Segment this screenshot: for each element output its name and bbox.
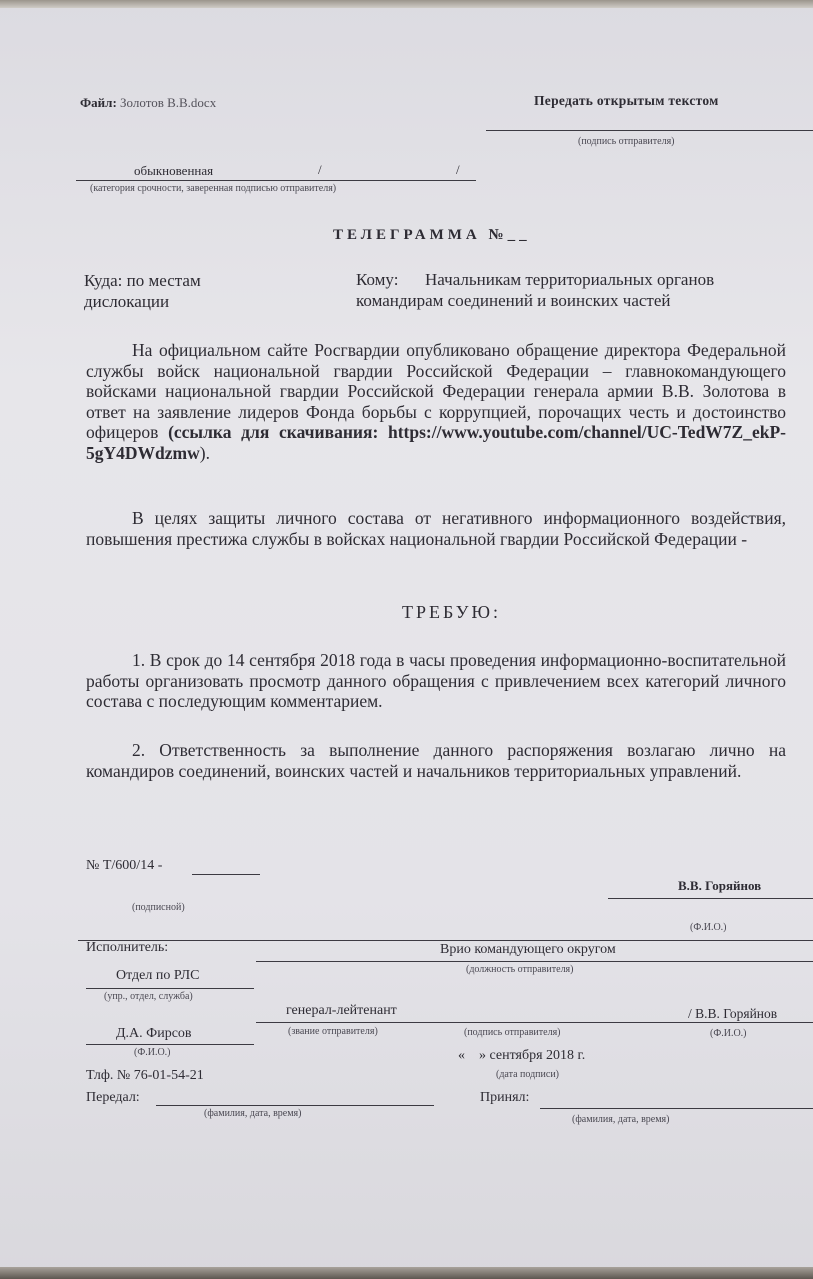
position-line: [256, 961, 813, 962]
address-whom-label: Кому:: [356, 270, 399, 289]
department: Отдел по РЛС: [116, 968, 200, 983]
signature-caption: (подпись отправителя): [464, 1027, 561, 1038]
date-caption: (дата подписи): [496, 1069, 560, 1080]
executor-name: Д.А. Фирсов: [116, 1026, 192, 1041]
file-label: Файл:: [80, 95, 117, 110]
sender-signature-line: [486, 130, 813, 131]
signature-date: « » сентября 2018 г.: [458, 1048, 586, 1063]
paragraph-2: В целях защиты личного состава от негативного информационного воздействия, повышения престижа службы в войсках национальной гвардии Российской Федерации -: [86, 508, 786, 549]
urgency-line: [76, 180, 476, 181]
address-where: Куда: по местам дислокации: [84, 271, 201, 311]
rank-signature-line: [256, 1022, 813, 1023]
urgency-caption: (категория срочности, заверенная подписью отправителя): [90, 183, 337, 194]
number-line: [192, 874, 260, 875]
paragraph-1-end: ).: [199, 442, 210, 463]
urgency-slash-1: /: [318, 162, 322, 177]
paragraph-1-text: На официальном сайте Росгвардии опубликовано обращение директора Федеральной службы войск национальной гвардии Российской Федерации – главнокомандующего войсками национальной гвардии Российской Федерации генерала армии В.В. Золотова в ответ на заявление лидеров Фонда борьбы с коррупцией, порочащих честь и достоинство офицеров: [86, 340, 786, 443]
telegram-title: ТЕЛЕГРАММА №__: [333, 227, 531, 243]
received-line: [540, 1108, 813, 1109]
address-whom-line1: Начальникам территориальных органов: [425, 270, 715, 289]
demand-item-2: 2. Ответственность за выполнение данного распоряжения возлагаю лично на командиров соединений, воинских частей и начальников территориальных управлений.: [86, 740, 786, 781]
sender-name-right: / В.В. Горяйнов: [688, 1006, 778, 1021]
received-caption: (фамилия, дата, время): [572, 1114, 670, 1125]
fio-caption-right: (Ф.И.О.): [710, 1028, 747, 1039]
executor-label: Исполнитель:: [86, 940, 169, 955]
demand-item-1: 1. В срок до 14 сентября 2018 года в часы проведения информационно-воспитательной работы организовать просмотр данного обращения с привлечением всех категорий личного состава с последующим комментарием.: [86, 650, 786, 712]
urgency-slash-2: /: [456, 162, 460, 177]
sent-caption: (фамилия, дата, время): [204, 1108, 302, 1119]
executor-top-line: [78, 940, 813, 941]
transmit-mode: Передать открытым текстом: [534, 93, 719, 108]
sent-label: Передал:: [86, 1090, 140, 1105]
sender-position: Врио командующего округом: [440, 942, 616, 957]
sender-rank: генерал-лейтенант: [286, 1003, 397, 1018]
sender-signature-caption: (подпись отправителя): [578, 136, 675, 147]
signer-name: В.В. Горяйнов: [678, 878, 762, 893]
file-name: Золотов В.В.docx: [120, 95, 217, 110]
download-link: (ссылка для скачивания: https://www.youtube.com/channel/UC-TedW7Z_ekP-5gY4DWdzmw: [86, 422, 786, 463]
rank-caption: (звание отправителя): [288, 1026, 378, 1037]
sent-line: [156, 1105, 434, 1106]
department-line: [86, 988, 254, 989]
paper-top-edge: [0, 0, 813, 8]
number-caption: (подписной): [132, 902, 185, 913]
signer-caption: (Ф.И.О.): [690, 922, 727, 933]
department-caption: (упр., отдел, служба): [104, 991, 193, 1002]
executor-name-line: [86, 1044, 254, 1045]
executor-phone: Тлф. № 76-01-54-21: [86, 1068, 204, 1083]
position-caption: (должность отправителя): [466, 964, 574, 975]
address-whom-line2: командирам соединений и воинских частей: [356, 291, 671, 310]
paragraph-1: [86, 340, 786, 464]
urgency-value: обыкновенная: [134, 163, 214, 178]
file-line: [80, 95, 216, 111]
telegram-number: № Т/600/14 -: [86, 858, 163, 873]
demand-heading: ТРЕБУЮ:: [402, 602, 501, 622]
received-label: Принял:: [480, 1090, 530, 1105]
executor-fio-caption: (Ф.И.О.): [134, 1047, 171, 1058]
signer-line: [608, 898, 813, 899]
paper-bottom-edge: [0, 1267, 813, 1279]
